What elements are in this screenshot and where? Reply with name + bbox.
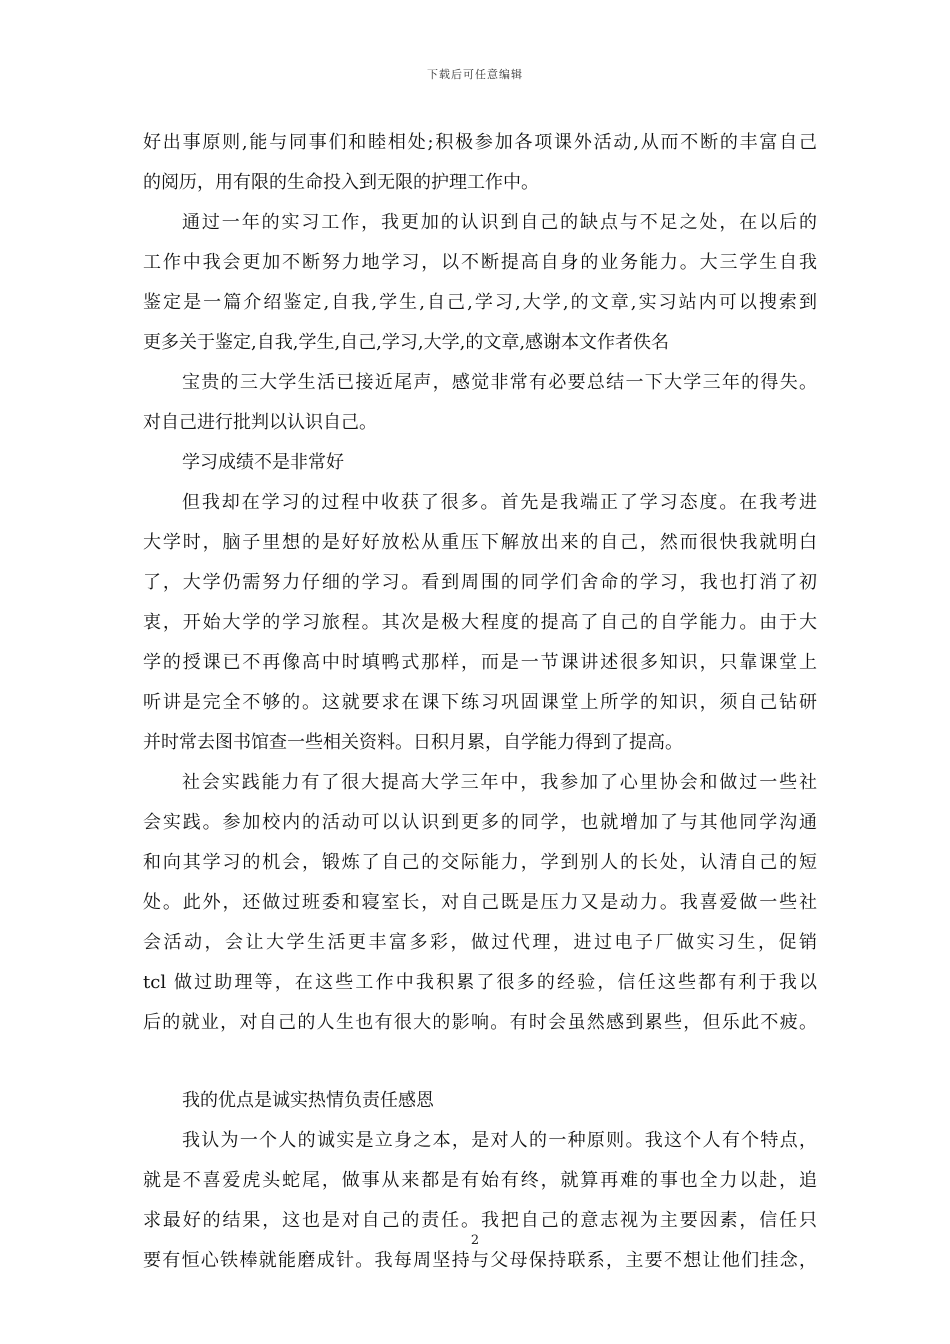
section-heading: 我的优点是诚实热情负责任感恩 — [182, 1090, 434, 1111]
text-line: 衷，开始大学的学习旅程。其次是极大程度的提高了自己的自学能力。由于大 — [143, 612, 817, 633]
text-line: 学的授课已不再像高中时填鸭式那样，而是一节课讲述很多知识，只靠课堂上 — [143, 652, 817, 673]
text-line: 后的就业，对自己的人生也有很大的影响。有时会虽然感到累些，但乐此不疲。 — [143, 1012, 817, 1033]
text-line: 的阅历，用有限的生命投入到无限的护理工作中。 — [143, 172, 539, 193]
text-line: 了，大学仍需努力仔细的学习。看到周围的同学们舍命的学习，我也打消了初 — [143, 572, 817, 593]
text-line: 大学时，脑子里想的是好好放松从重压下解放出来的自己，然而很快我就明白 — [143, 532, 817, 553]
text-line: 更多关于鉴定,自我,学生,自己,学习,大学,的文章,感谢本文作者佚名 — [143, 332, 670, 353]
text-line: 并时常去图书馆查一些相关资料。日积月累，自学能力得到了提高。 — [143, 732, 683, 753]
text-line: 和向其学习的机会，锻炼了自己的交际能力，学到别人的长处，认清自己的短 — [143, 852, 817, 873]
paragraph-start-line: 社会实践能力有了很大提高大学三年中，我参加了心里协会和做过一些社 — [182, 772, 817, 793]
text-line: 要有恒心铁棒就能磨成针。我每周坚持与父母保持联系，主要不想让他们挂念， — [143, 1250, 817, 1271]
page-number: 2 — [470, 1233, 480, 1248]
text-line: 会活动，会让大学生活更丰富多彩，做过代理，进过电子厂做实习生，促销 — [143, 932, 817, 953]
paragraph-start-line: 通过一年的实习工作，我更加的认识到自己的缺点与不足之处，在以后的 — [182, 212, 817, 233]
text-line: 处。此外，还做过班委和寝室长，对自己既是压力又是动力。我喜爱做一些社 — [143, 892, 817, 913]
paragraph-spacer — [143, 1043, 817, 1081]
text-line: 求最好的结果，这也是对自己的责任。我把自己的意志视为主要因素，信任只 — [143, 1210, 817, 1231]
text-line: 就是不喜爱虎头蛇尾，做事从来都是有始有终，就算再难的事也全力以赴，追 — [143, 1170, 817, 1191]
text-line: 鉴定是一篇介绍鉴定,自我,学生,自己,学习,大学,的文章,实习站内可以搜索到 — [143, 292, 817, 313]
text-line: 会实践。参加校内的活动可以认识到更多的同学，也就增加了与其他同学沟通 — [143, 812, 817, 833]
text-line: 对自己进行批判以认识自己。 — [143, 412, 377, 433]
paragraph-start-line: 宝贵的三大学生活已接近尾声，感觉非常有必要总结一下大学三年的得失。 — [182, 372, 817, 393]
paragraph-start-line: 我认为一个人的诚实是立身之本，是对人的一种原则。我这个人有个特点， — [182, 1130, 817, 1151]
document-body — [143, 123, 817, 1281]
text-line: 好出事原则,能与同事们和睦相处;积极参加各项课外活动,从而不断的丰富自己 — [143, 132, 817, 153]
paragraph-start-line: 但我却在学习的过程中收获了很多。首先是我端正了学习态度。在我考进 — [182, 492, 817, 513]
text-line: 工作中我会更加不断努力地学习，以不断提高自身的业务能力。大三学生自我 — [143, 252, 817, 273]
section-heading: 学习成绩不是非常好 — [182, 452, 344, 473]
page-header: 下载后可任意编辑 — [427, 68, 523, 81]
text-line: tcl 做过助理等，在这些工作中我积累了很多的经验，信任这些都有利于我以 — [143, 972, 817, 993]
text-line: 听讲是完全不够的。这就要求在课下练习巩固课堂上所学的知识，须自己钻研 — [143, 692, 817, 713]
